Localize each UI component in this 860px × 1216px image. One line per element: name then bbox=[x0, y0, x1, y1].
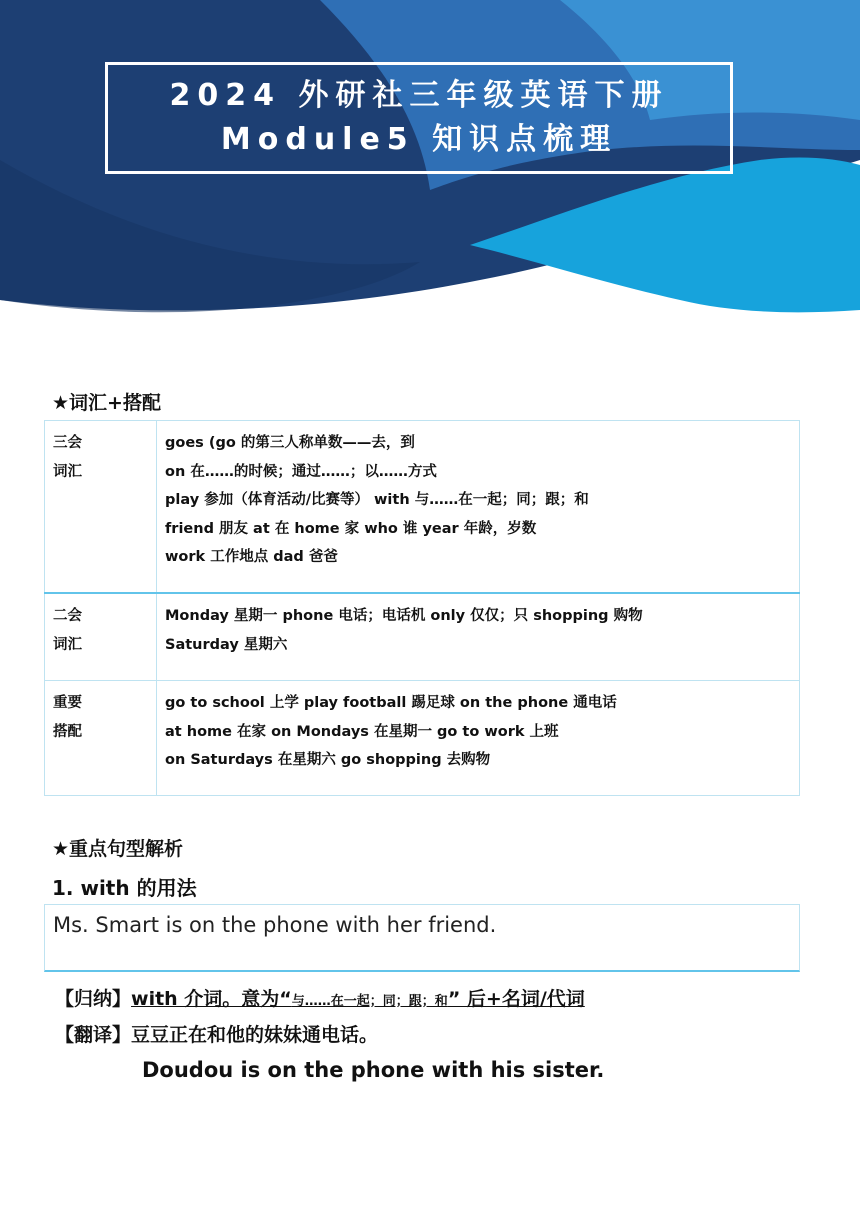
summary-part2: 与……在一起；同；跟；和 bbox=[291, 994, 448, 1009]
summary-part3: ” 后+名词/代词 bbox=[447, 988, 585, 1010]
vocab-line: on 在……的时候；通过……；以……方式 bbox=[165, 463, 437, 480]
vocab-line: on Saturdays 在星期六 go shopping 去购物 bbox=[165, 752, 491, 768]
sentence-subheading: 1. with 的用法 bbox=[52, 876, 197, 900]
category-cell bbox=[45, 681, 157, 796]
content-cell bbox=[157, 593, 800, 681]
summary-label: 【归纳】 bbox=[55, 988, 132, 1010]
table-row bbox=[45, 593, 800, 681]
category-label: 搭配 bbox=[53, 723, 82, 740]
translation-english: Doudou is on the phone with his sister. bbox=[142, 1058, 605, 1082]
vocab-line: Saturday 星期六 bbox=[165, 636, 288, 653]
category-label: 二会 bbox=[53, 608, 82, 624]
content-cell bbox=[157, 681, 800, 796]
translation-line bbox=[55, 1020, 378, 1047]
vocab-line: play 参加（体育活动/比赛等） with 与……在一起；同；跟；和 bbox=[165, 492, 589, 508]
example-sentence-box bbox=[44, 904, 800, 972]
category-label: 三会 bbox=[53, 435, 82, 451]
page-title-line2: Module5 知识点梳理 bbox=[220, 122, 618, 157]
summary-line bbox=[55, 984, 585, 1011]
vocab-line: Monday 星期一 phone 电话；电话机 only 仅仅；只 shopping 购物 bbox=[165, 608, 643, 624]
page-title-line1: 2024 外研社三年级英语下册 bbox=[169, 78, 669, 113]
category-label: 词汇 bbox=[53, 636, 82, 653]
category-cell bbox=[45, 593, 157, 681]
table-row bbox=[45, 421, 800, 594]
vocab-line: go to school 上学 play football 踢足球 on the phone 通电话 bbox=[165, 695, 617, 711]
content-cell bbox=[157, 421, 800, 594]
summary-part1: with 介词。意为“ bbox=[131, 988, 292, 1010]
title-frame bbox=[105, 62, 733, 174]
vocab-line: at home 在家 on Mondays 在星期一 go to work 上班 bbox=[165, 723, 559, 740]
category-label: 词汇 bbox=[53, 463, 82, 480]
category-cell bbox=[45, 421, 157, 594]
vocab-line: friend 朋友 at 在 home 家 who 谁 year 年龄，岁数 bbox=[165, 520, 537, 537]
category-label: 重要 bbox=[53, 695, 82, 711]
summary-text bbox=[131, 988, 585, 1010]
sentence-section-heading: ★重点句型解析 bbox=[52, 838, 184, 860]
header-banner bbox=[0, 0, 860, 360]
vocab-line: goes (go 的第三人称单数——去，到 bbox=[165, 435, 415, 451]
vocab-table bbox=[44, 420, 800, 796]
translation-chinese: 豆豆正在和他的妹妹通电话。 bbox=[131, 1024, 379, 1046]
vocab-section-heading: ★词汇+搭配 bbox=[52, 392, 161, 414]
vocab-line: work 工作地点 dad 爸爸 bbox=[165, 549, 338, 565]
translation-label: 【翻译】 bbox=[55, 1024, 132, 1046]
example-sentence: Ms. Smart is on the phone with her friend. bbox=[53, 913, 497, 937]
table-row bbox=[45, 681, 800, 796]
